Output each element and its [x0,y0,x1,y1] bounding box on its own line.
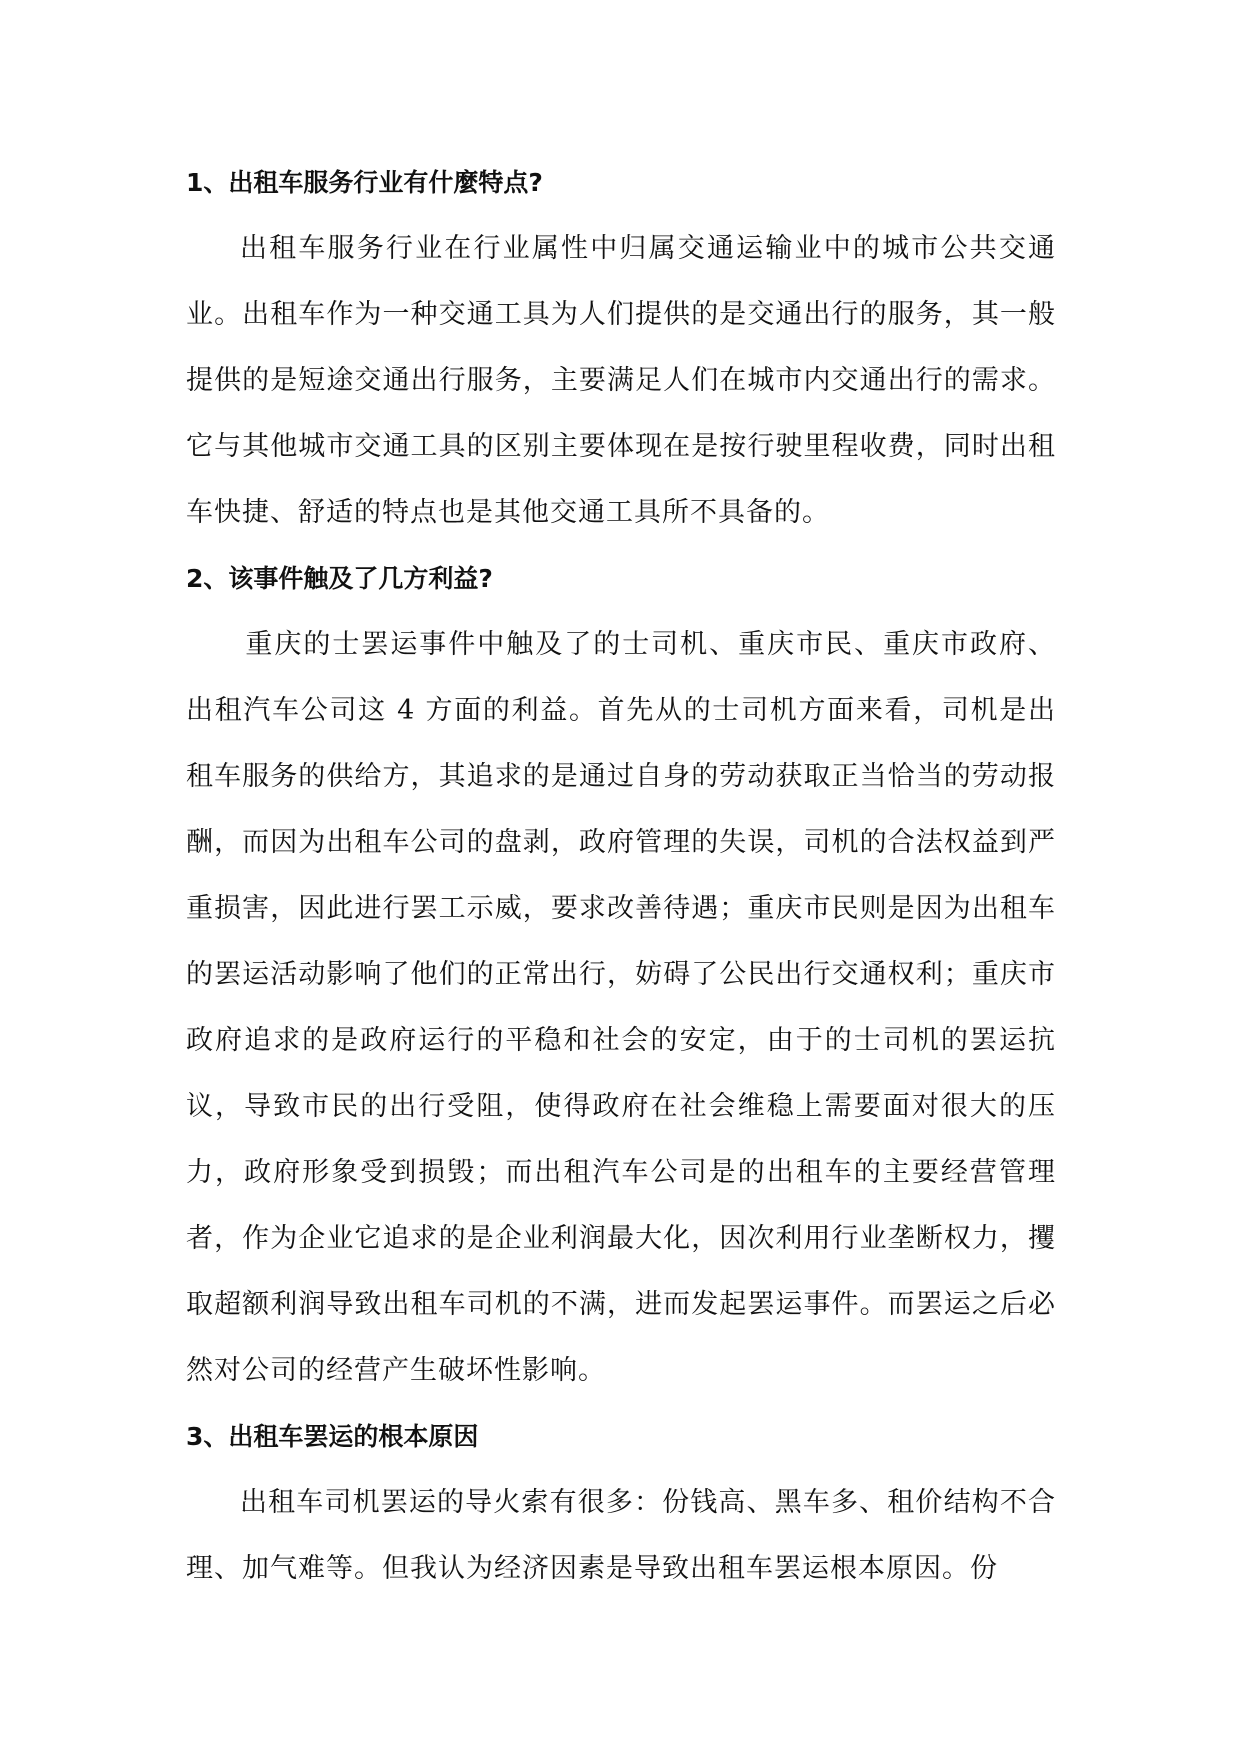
section-heading: 1、出租车服务行业有什麼特点? [186,168,543,197]
section-paragraph: 重庆的士罢运事件中触及了的士司机、重庆市民、重庆市政府、出租汽车公司这 4 方面的利益。首先从的士司机方面来看，司机是出租车服务的供给方，其追求的是通过自身的劳动获取正当恰当的劳动报酬，而因为出租车公司的盘剥，政府管理的失误，司机的合法权益到严重损害，因此进行罢工示威，要求改善待遇；重庆市民则是因为出租车的罢运活动影响了他们的正常出行，妨碍了公民出行交通权利；重庆市政府追求的是政府运行的平稳和社会的安定，由于的士司机的罢运抗议，导致市民的出行受阻，使得政府在社会维稳上需要面对很大的压力，政府形象受到损毁；而出租汽车公司是的出租车的主要经营管理者，作为企业它追求的是企业利润最大化，因次利用行业垄断权力，攫取超额利润导致出租车司机的不满，进而发起罢运事件。而罢运之后必然对公司的经营产生破坏性影响。 [186,629,1056,1386]
section-2 [186,546,1056,1404]
section-heading: 3、出租车罢运的根本原因 [186,1422,479,1451]
section-paragraph: 出租车司机罢运的导火索有很多：份钱高、黑车多、租价结构不合理、加气难等。但我认为经济因素是导致出租车罢运根本原因。份 [186,1487,1056,1584]
document-page [186,150,1056,1602]
section-paragraph: 出租车服务行业在行业属性中归属交通运输业中的城市公共交通业。出租车作为一种交通工具为人们提供的是交通出行的服务，其一般提供的是短途交通出行服务，主要满足人们在城市内交通出行的需求。它与其他城市交通工具的区别主要体现在是按行驶里程收费，同时出租车快捷、舒适的特点也是其他交通工具所不具备的。 [186,233,1056,528]
section-3 [186,1404,1056,1602]
section-heading: 2、该事件触及了几方利益? [186,564,493,593]
section-1 [186,150,1056,546]
